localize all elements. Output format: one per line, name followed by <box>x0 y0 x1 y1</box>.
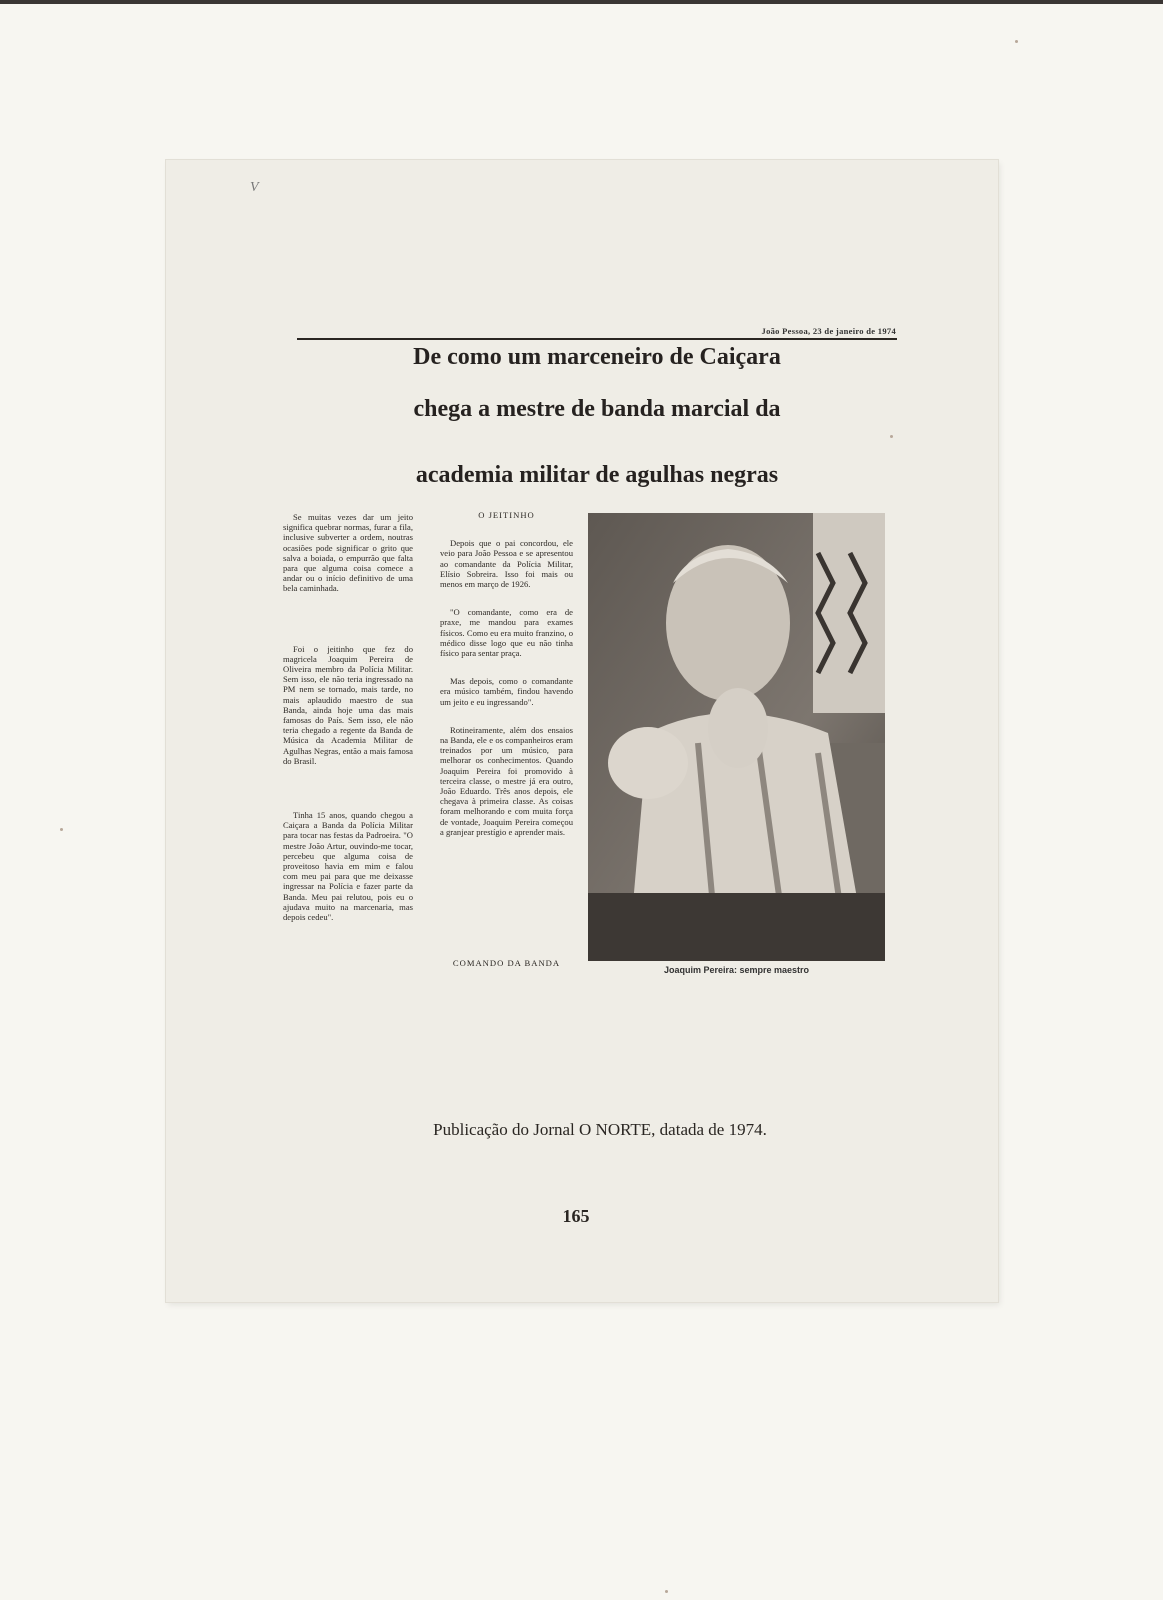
paragraph: Tinha 15 anos, quando chegou a Caiçara a Banda da Polícia Militar para tocar nas festas da Padroeira. "O mestre João Artur, ouvindo-me tocar, percebeu que alguma coisa de proveitoso havia em mim e falou com meu pai para que me deixasse ingressar na Polícia e fazer parte da Banda. Meu pai relutou, pois eu o ajudava muito na marcenaria, mas depois cedeu". <box>283 810 413 923</box>
article-column-1 <box>283 512 413 948</box>
page-number: 165 <box>562 1206 590 1226</box>
scan-speck <box>665 1590 668 1593</box>
headline-line-1: De como um marceneiro de Caiçara <box>413 344 781 370</box>
headline-rule <box>297 338 897 340</box>
scan-speck <box>60 828 63 831</box>
paragraph: "O comandante, como era de praxe, me mandou para exames físicos. Como eu era muito franzino, o médico disse logo que eu não tinha físico para sentar praça. <box>440 607 573 659</box>
column-subhead-bottom: COMANDO DA BANDA <box>452 958 561 968</box>
paragraph: Se muitas vezes dar um jeito significa quebrar normas, furar a fila, inclusive subverter a ordem, noutras ocasiões pode significar o grito que salva a boiada, o empurrão que falta para que alguma coisa comece a andar ou o início definitivo de uma bela caminhada. <box>283 512 413 594</box>
scan-speck <box>890 435 893 438</box>
headline-line-2: chega a mestre de banda marcial da <box>413 396 781 422</box>
scan-top-edge <box>0 0 1163 4</box>
column-subhead: O JEITINHO <box>478 510 535 520</box>
paragraph: Foi o jeitinho que fez do magricela Joaquim Pereira de Oliveira membro da Polícia Militar. Sem isso, ele não teria ingressado na PM nem se tornado, mais tarde, no mais aplaudido maestro de sua Banda, ainda hoje uma das mais famosas do País. Sem isso, ele não teria chegado a regente da Banda de Música da Academia Militar de Agulhas Negras, então a mais famosa do Brasil. <box>283 643 413 766</box>
paragraph: Depois que o pai concordou, ele veio para João Pessoa e se apresentou ao comandante da Polícia Militar, Elísio Sobreira. Isso foi mais ou menos em março de 1926. <box>440 538 573 590</box>
publication-note: Publicação do Jornal O NORTE, datada de 1974. <box>433 1120 767 1139</box>
paragraph: Mas depois, como o comandante era músico também, findou havendo um jeito e eu ingressando". <box>440 676 573 707</box>
article-dateline: João Pessoa, 23 de janeiro de 1974 <box>761 326 896 336</box>
paragraph: Rotineiramente, além dos ensaios na Banda, ele e os companheiros eram treinados por um músico, para melhorar os conhecimentos. Quando Joaquim Pereira foi promovido à terceira classe, o mestre já era outro, João Eduardo. Três anos depois, ele chegava à primeira classe. As coisas foram melhorando e com muita força de vontade, Joaquim Pereira começou a granjear prestígio e aprender mais. <box>440 724 573 837</box>
headline-line-3: academia militar de agulhas negras <box>415 462 779 488</box>
portrait-photo <box>588 513 885 961</box>
portrait-image-icon <box>588 513 885 961</box>
scan-speck <box>1015 40 1018 43</box>
margin-mark: V <box>250 180 259 195</box>
photo-caption: Joaquim Pereira: sempre maestro <box>663 965 810 975</box>
article-column-2 <box>440 510 573 855</box>
